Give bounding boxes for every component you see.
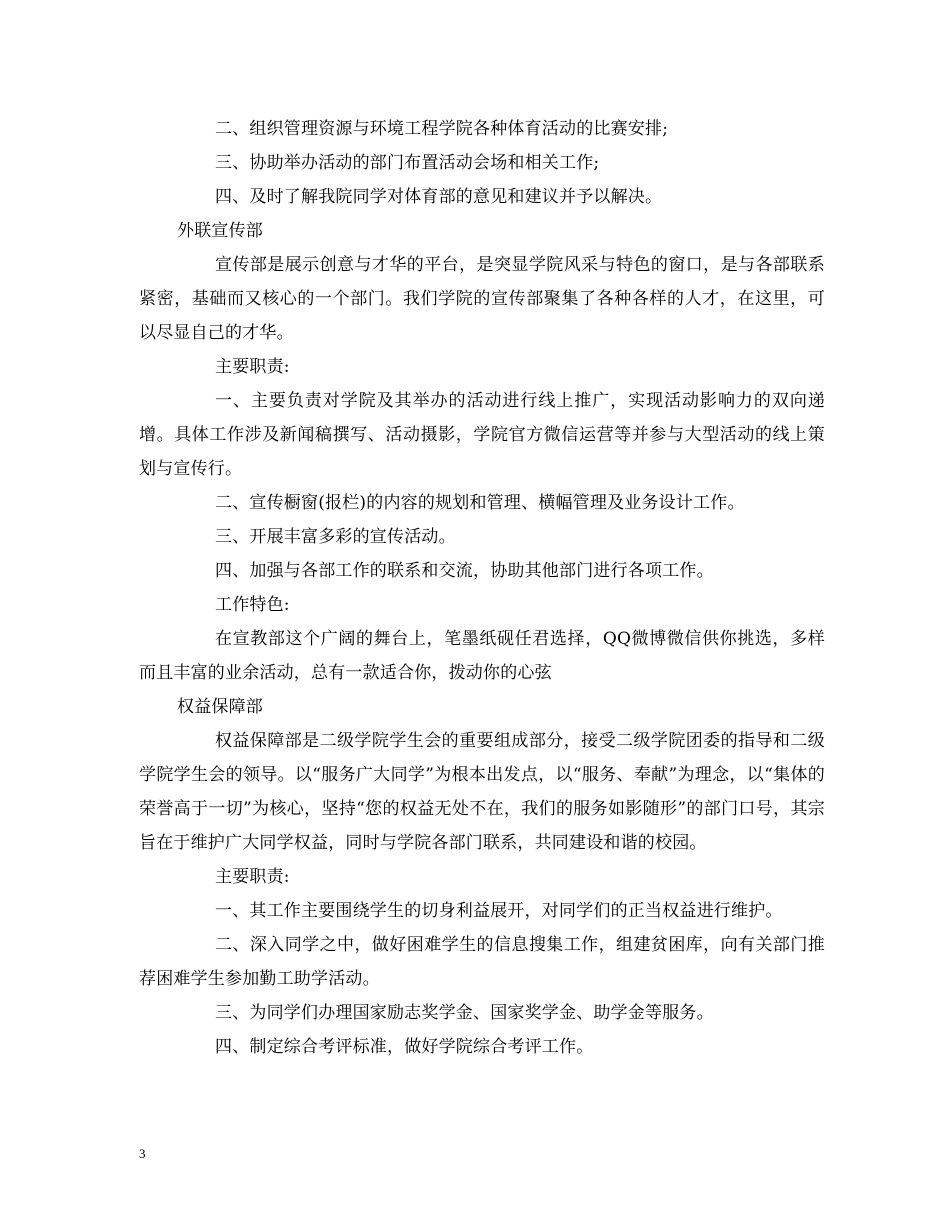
- paragraph: 一、其工作主要围绕学生的切身利益展开，对同学们的正当权益进行维护。: [215, 901, 783, 921]
- subheading-work-features: 工作特色:: [215, 595, 290, 615]
- paragraph: 二、组织管理资源与环境工程学院各种体育活动的比赛安排;: [215, 119, 669, 139]
- section-heading-quanyi-baozhang: 权益保障部: [177, 697, 263, 717]
- section-heading-waillian-xuanchuan: 外联宣传部: [177, 221, 263, 241]
- subheading-main-duties: 主要职责:: [215, 357, 290, 377]
- subheading-main-duties: 主要职责:: [215, 867, 290, 887]
- page-number: 3: [139, 1146, 146, 1161]
- document-body: [139, 112, 825, 1064]
- paragraph: 三、为同学们办理国家励志奖学金、国家奖学金、助学金等服务。: [215, 1003, 714, 1023]
- paragraph: 四、制定综合考评标准，做好学院综合考评工作。: [215, 1037, 594, 1057]
- paragraph: 一、主要负责对学院及其举办的活动进行线上推广，实现活动影响力的双向递增。具体工作涉及新闻稿撰写、活动摄影，学院官方微信运营等并参与大型活动的线上策划与宣传行。: [139, 391, 825, 479]
- paragraph: 三、开展丰富多彩的宣传活动。: [215, 527, 456, 547]
- paragraph: 宣传部是展示创意与才华的平台，是突显学院风采与特色的窗口，是与各部联系紧密，基础而又核心的一个部门。我们学院的宣传部聚集了各种各样的人才，在这里，可以尽显自己的才华。: [139, 255, 825, 343]
- paragraph: 二、宣传橱窗(报栏)的内容的规划和管理、横幅管理及业务设计工作。: [215, 493, 745, 513]
- paragraph: 四、加强与各部工作的联系和交流，协助其他部门进行各项工作。: [215, 561, 714, 581]
- paragraph: 在宣教部这个广阔的舞台上，笔墨纸砚任君选择，QQ微博微信供你挑选，多样而且丰富的业余活动，总有一款适合你，拨动你的心弦: [139, 629, 825, 683]
- paragraph: 三、协助举办活动的部门布置活动会场和相关工作;: [215, 153, 600, 173]
- paragraph: 权益保障部是二级学院学生会的重要组成部分，接受二级学院团委的指导和二级学院学生会的领导。以“服务广大同学”为根本出发点，以“服务、奉献”为理念，以“集体的荣誉高于一切”为核心，坚持“您的权益无处不在，我们的服务如影随形”的部门口号，其宗旨在于维护广大同学权益，同时与学院各部门联系，共同建设和谐的校园。: [139, 731, 825, 853]
- paragraph: 二、深入同学之中，做好困难学生的信息搜集工作，组建贫困库，向有关部门推荐困难学生参加勤工助学活动。: [139, 935, 825, 989]
- paragraph: 四、及时了解我院同学对体育部的意见和建议并予以解决。: [215, 187, 663, 207]
